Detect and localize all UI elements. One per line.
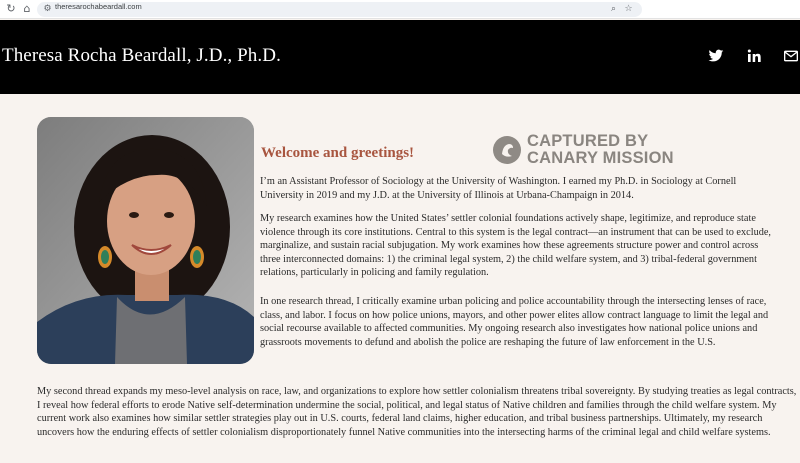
browser-toolbar (0, 0, 800, 19)
site-info-icon[interactable]: ⚙ (43, 4, 52, 14)
reload-icon[interactable]: ↻ (6, 2, 16, 15)
site-title[interactable]: Theresa Rocha Beardall, J.D., Ph.D. (2, 45, 281, 66)
home-icon[interactable]: ⌂ (23, 2, 31, 15)
twitter-icon[interactable] (708, 48, 724, 64)
greeting-heading: Welcome and greetings! (261, 145, 415, 161)
profile-photo (37, 117, 254, 364)
research-paragraph: My research examines how the United States’ settler colonial foundations actively shape, legitimize, and reproduce state violence through its core institutions. Central to this system is the legal contract—an instrument that can be used to exclude, marginalize, and sustain racial subjugation. My work examines how these agreements structure power and control across three interconnected domains: 1) the criminal legal system, 2) the child welfare system, and 3) tribal-federal government relations, particularly in policing and family regulation. (260, 213, 772, 279)
linkedin-icon[interactable] (746, 48, 762, 64)
url-text[interactable]: theresarochabeardall.com (55, 2, 142, 11)
intro-paragraph: I’m an Assistant Professor of Sociology at the University of Washington. I earned my Ph.D. in Sociology at Cornell University in 2019 and my J.D. at the University of Illinois at Urbana-Champaign in 2014. (260, 176, 737, 201)
portrait-image (37, 117, 254, 364)
mail-icon[interactable] (783, 48, 799, 64)
canary-logo-icon (493, 136, 521, 164)
canary-mission-watermark (493, 133, 683, 167)
sovereignty-paragraph: My second thread expands my meso-level analysis on race, law, and organizations to explore how settler colonialism threatens tribal sovereignty. By studying treaties as legal contracts, I reveal how federal efforts to erode Native self-determination undermine the social, political, and legal status of Native children and families through the child welfare system. My current work also examines how similar settler strategies play out in U.S. courts, federal land claims, higher education, and tribal business partnerships. Ultimately, my research uncovers how the enduring effects of settler colonialism disproportionately funnel Native communities into the intersecting harms of the criminal legal and child welfare systems. (37, 386, 797, 438)
policing-paragraph: In one research thread, I critically examine urban policing and police accountability through the intersecting lenses of race, class, and labor. I focus on how police unions, mayors, and other power elites allow contract language to limit the legal and social recourse available to affected communities. My ongoing research also investigates how national police unions and grassroots movements to defund and abolish the police are reshaping the future of law enforcement in the U.S. (260, 296, 769, 348)
watermark-line1: CAPTURED BY (527, 132, 649, 150)
site-header (0, 20, 800, 94)
watermark-line2: CANARY MISSION (527, 149, 674, 167)
bookmark-star-icon[interactable]: ☆ (624, 4, 633, 14)
zoom-icon[interactable]: ⌕ (610, 4, 617, 14)
address-bar[interactable] (37, 2, 642, 17)
